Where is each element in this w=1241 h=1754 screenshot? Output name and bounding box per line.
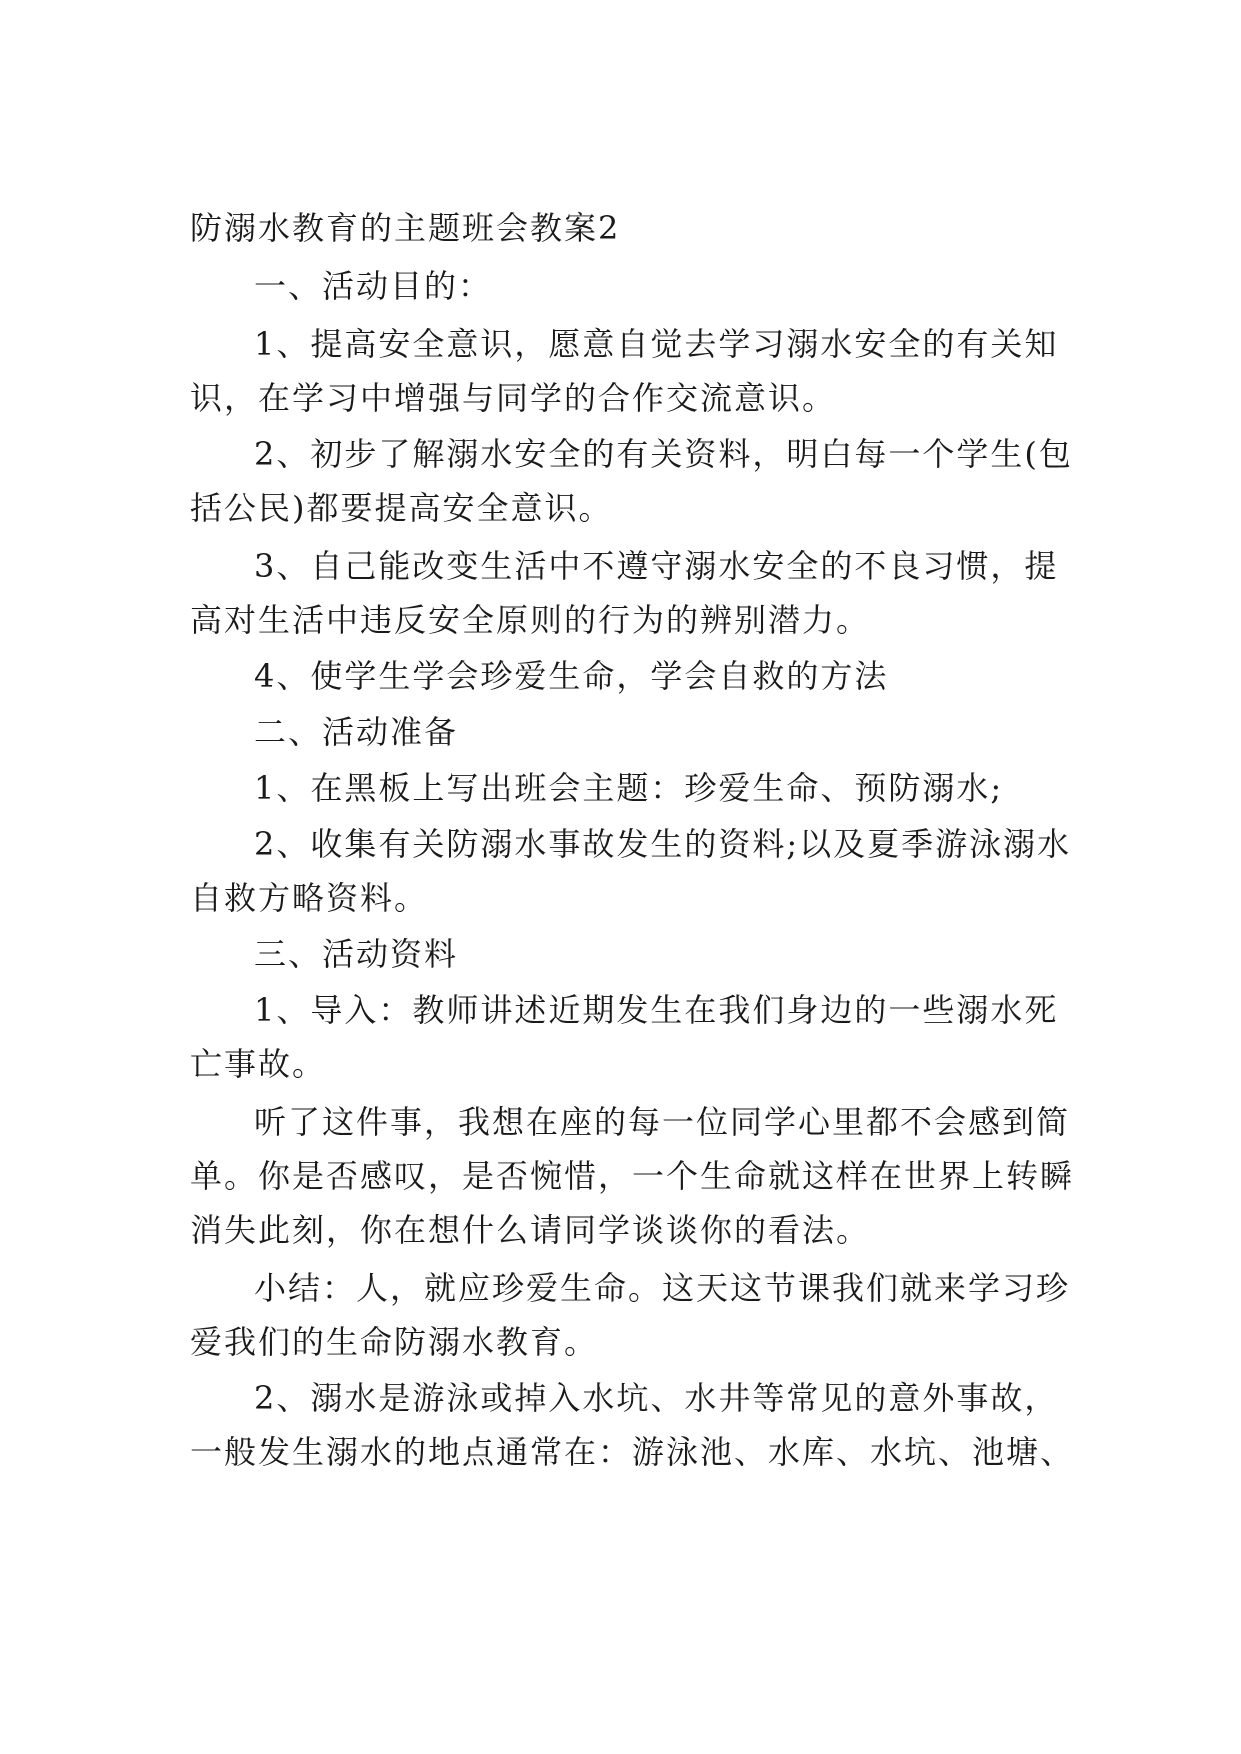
paragraph-line: 1、导入：教师讲述近期发生在我们身边的一些溺水死 (254, 991, 1059, 1029)
paragraph-line: 爱我们的生命防溺水教育。 (190, 1323, 599, 1361)
paragraph-line: 识，在学习中增强与同学的合作交流意识。 (190, 379, 837, 417)
document-title: 防溺水教育的主题班会教案2 (190, 209, 621, 247)
paragraph-line: 小结：人，就应珍爱生命。这天这节课我们就来学习珍 (254, 1269, 1071, 1307)
paragraph-line: 2、初步了解溺水安全的有关资料，明白每一个学生(包 (254, 435, 1073, 473)
section-heading: 二、活动准备 (254, 713, 459, 751)
paragraph-line: 自救方略资料。 (190, 879, 429, 917)
paragraph-line: 听了这件事，我想在座的每一位同学心里都不会感到简 (254, 1103, 1071, 1141)
paragraph-line: 亡事故。 (190, 1045, 327, 1083)
paragraph-line: 4、使学生学会珍爱生命，学会自救的方法 (254, 657, 889, 695)
paragraph-line: 单。你是否感叹，是否惋惜，一个生命就这样在世界上转瞬 (190, 1157, 1075, 1195)
paragraph-line: 括公民)都要提高安全意识。 (190, 489, 613, 527)
section-heading: 三、活动资料 (254, 935, 459, 973)
paragraph-line: 2、收集有关防溺水事故发生的资料;以及夏季游泳溺水 (254, 825, 1072, 863)
paragraph-line: 2、溺水是游泳或掉入水坑、水井等常见的意外事故， (254, 1379, 1059, 1417)
section-heading: 一、活动目的： (254, 267, 493, 305)
paragraph-line: 3、自己能改变生活中不遵守溺水安全的不良习惯，提 (254, 547, 1059, 585)
paragraph-line: 1、提高安全意识，愿意自觉去学习溺水安全的有关知 (254, 325, 1059, 363)
paragraph-line: 一般发生溺水的地点通常在：游泳池、水库、水坑、池塘、 (190, 1433, 1075, 1471)
paragraph-line: 高对生活中违反安全原则的行为的辨别潜力。 (190, 601, 871, 639)
paragraph-line: 1、在黑板上写出班会主题：珍爱生命、预防溺水; (254, 769, 1004, 807)
paragraph-line: 消失此刻，你在想什么请同学谈谈你的看法。 (190, 1211, 871, 1249)
